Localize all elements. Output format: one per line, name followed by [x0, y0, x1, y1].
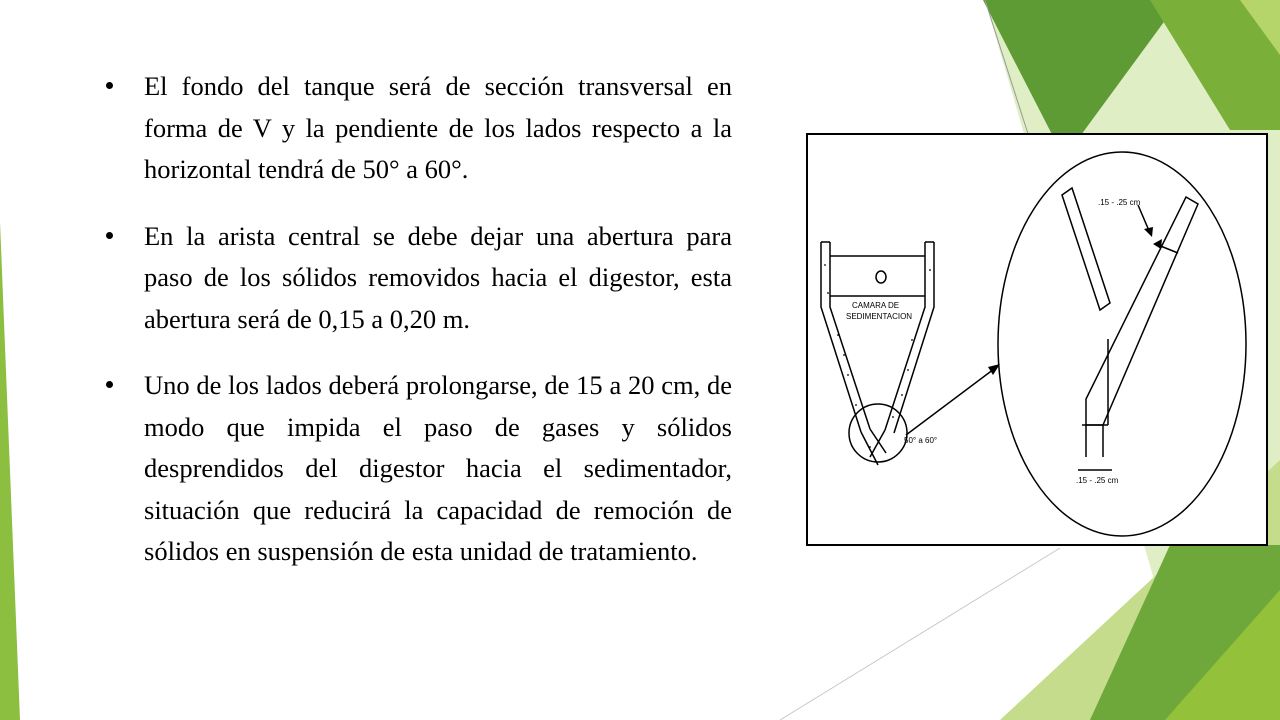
gap-arrow-head-left: [1144, 227, 1153, 237]
gap-arrow-head-right: [1153, 239, 1162, 249]
y-detail-base: [1082, 425, 1108, 457]
bullet-text: El fondo del tanque será de sección transversal en forma de V y la pendiente de los lados respecto a la horizontal tendrá de 50° a 60°.: [144, 71, 732, 184]
bullet-marker: [106, 381, 113, 388]
tank-left-wall: [821, 242, 861, 432]
chamber-label-line2: SEDIMENTACION: [846, 312, 913, 321]
bullet-text: Uno de los lados deberá prolongarse, de 15 a 20 cm, de modo que impida el paso de gases y sólidos desprendidos del digestor hacia el sedimentador, situación que reducirá la capacidad de remoción de sólidos en suspensión de esta unidad de tratamiento.: [144, 370, 732, 566]
bullet-item: [100, 216, 732, 341]
y-detail-right-arm: [1086, 197, 1198, 425]
gap-label-top: .15 - .25 cm: [1098, 198, 1141, 207]
bullet-list: [100, 66, 732, 598]
tank-right-wall-inner: [885, 242, 925, 430]
bullet-text: En la arista central se debe dejar una abertura para paso de los sólidos removidos hacia el digestor, esta abertura será de 0,15 a 0,20 m.: [144, 220, 732, 334]
detail-circle-large: [998, 152, 1246, 536]
float-marker: [876, 271, 886, 283]
gap-label-bottom: .15 - .25 cm: [1076, 476, 1119, 485]
chamber-label-line1: CAMARA DE: [852, 301, 900, 310]
left-accent-triangle: [0, 222, 20, 720]
decor-thin-line-2: [780, 548, 1060, 720]
bullet-item: [100, 66, 732, 191]
detail-arrow: [906, 369, 994, 435]
sedimentation-tank-figure: [806, 133, 1268, 546]
angle-label: 50° a 60°: [904, 436, 938, 445]
tank-left-wall-inner: [830, 242, 870, 429]
bullet-item: [100, 365, 732, 573]
tank-right-wall: [894, 242, 934, 433]
bullet-marker: [106, 82, 113, 89]
bullet-marker: [106, 232, 113, 239]
detail-arrow-head: [988, 364, 1000, 375]
detail-circle-small: [849, 404, 907, 462]
tank-diagram: [808, 135, 1266, 544]
